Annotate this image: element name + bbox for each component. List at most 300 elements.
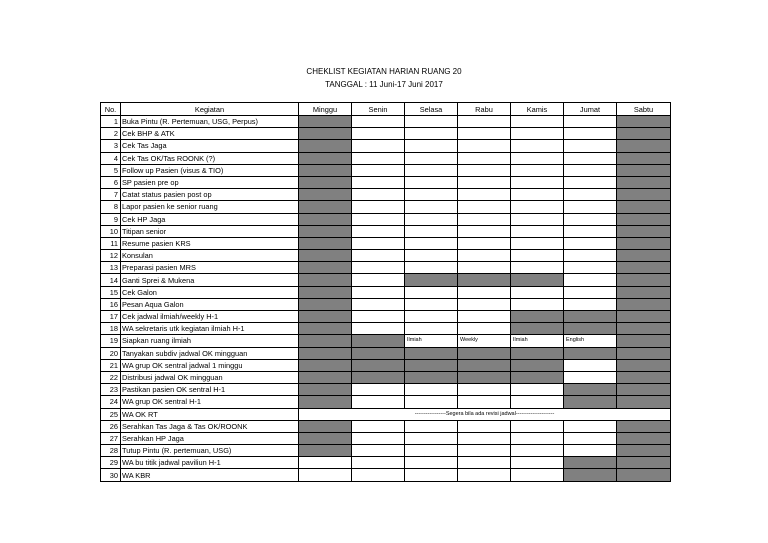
- check-day-cell[interactable]: [511, 128, 564, 140]
- table-row: [101, 286, 671, 298]
- check-day-cell[interactable]: [511, 250, 564, 262]
- table-row: [101, 335, 671, 347]
- shaded-day-cell: [405, 371, 458, 383]
- shaded-day-cell: [299, 237, 352, 249]
- check-day-cell[interactable]: [511, 237, 564, 249]
- table-row: [101, 225, 671, 237]
- shaded-day-cell: [299, 445, 352, 457]
- check-day-cell[interactable]: [458, 457, 511, 469]
- check-day-cell[interactable]: [405, 176, 458, 188]
- check-day-cell[interactable]: [511, 457, 564, 469]
- shaded-day-cell: [299, 176, 352, 188]
- check-day-cell[interactable]: [405, 469, 458, 481]
- column-header: Minggu: [299, 103, 352, 116]
- shaded-day-cell: [299, 140, 352, 152]
- row-number: 22: [101, 371, 121, 383]
- check-day-cell[interactable]: [511, 164, 564, 176]
- shaded-day-cell: [617, 213, 671, 225]
- row-number: 13: [101, 262, 121, 274]
- check-day-cell[interactable]: [405, 286, 458, 298]
- check-day-cell[interactable]: [458, 176, 511, 188]
- check-day-cell[interactable]: [352, 445, 405, 457]
- row-number: 15: [101, 286, 121, 298]
- table-row: [101, 152, 671, 164]
- check-day-cell[interactable]: [564, 164, 617, 176]
- check-day-cell[interactable]: [352, 164, 405, 176]
- check-day-cell[interactable]: [352, 298, 405, 310]
- check-day-cell[interactable]: [511, 445, 564, 457]
- table-row: [101, 420, 671, 432]
- check-day-cell[interactable]: [511, 176, 564, 188]
- activity-label: Cek jadwal ilmiah/weekly H-1: [121, 311, 299, 323]
- activity-label: Ganti Sprei & Mukena: [121, 274, 299, 286]
- shaded-day-cell: [511, 347, 564, 359]
- shaded-day-cell: [617, 176, 671, 188]
- shaded-day-cell: [352, 335, 405, 347]
- shaded-day-cell: [617, 116, 671, 128]
- check-day-cell[interactable]: [458, 116, 511, 128]
- check-day-cell[interactable]: [458, 189, 511, 201]
- row-number: 1: [101, 116, 121, 128]
- shaded-day-cell: [511, 371, 564, 383]
- check-day-cell[interactable]: [564, 250, 617, 262]
- table-row: [101, 140, 671, 152]
- check-day-cell[interactable]: [564, 371, 617, 383]
- check-day-cell[interactable]: [564, 225, 617, 237]
- row-number: 5: [101, 164, 121, 176]
- activity-label: WA grup OK sentral H-1: [121, 396, 299, 408]
- row-number: 30: [101, 469, 121, 481]
- check-day-cell[interactable]: [564, 176, 617, 188]
- check-day-cell[interactable]: [511, 213, 564, 225]
- table-row: [101, 408, 671, 420]
- check-day-cell[interactable]: [511, 432, 564, 444]
- activity-label: Serahkan Tas Jaga & Tas OK/ROONK: [121, 420, 299, 432]
- shaded-day-cell: [299, 432, 352, 444]
- shaded-day-cell: [617, 250, 671, 262]
- table-row: [101, 250, 671, 262]
- check-day-cell[interactable]: [405, 432, 458, 444]
- check-day-cell[interactable]: [564, 152, 617, 164]
- shaded-day-cell: [299, 152, 352, 164]
- check-day-cell[interactable]: [299, 457, 352, 469]
- shaded-day-cell: [299, 128, 352, 140]
- shaded-day-cell: [299, 347, 352, 359]
- check-day-cell[interactable]: [511, 298, 564, 310]
- activity-label: Preparasi pasien MRS: [121, 262, 299, 274]
- check-day-cell[interactable]: [352, 286, 405, 298]
- shaded-day-cell: [352, 347, 405, 359]
- row-number: 2: [101, 128, 121, 140]
- shaded-day-cell: [299, 201, 352, 213]
- activity-label: Follow up Pasien (visus & TIO): [121, 164, 299, 176]
- activity-label: Distribusi jadwal OK mingguan: [121, 371, 299, 383]
- check-day-cell[interactable]: [564, 237, 617, 249]
- table-row: [101, 201, 671, 213]
- activity-label: WA KBR: [121, 469, 299, 481]
- check-day-cell[interactable]: [405, 250, 458, 262]
- shaded-day-cell: [564, 469, 617, 481]
- check-day-cell[interactable]: [405, 189, 458, 201]
- shaded-day-cell: [299, 311, 352, 323]
- shaded-day-cell: [299, 371, 352, 383]
- check-day-cell[interactable]: [458, 311, 511, 323]
- table-row: [101, 457, 671, 469]
- table-row: [101, 128, 671, 140]
- table-row: [101, 274, 671, 286]
- row-number: 4: [101, 152, 121, 164]
- check-day-cell[interactable]: [564, 128, 617, 140]
- table-row: [101, 116, 671, 128]
- shaded-day-cell: [617, 335, 671, 347]
- check-day-cell[interactable]: Ilmiah: [405, 335, 458, 347]
- shaded-day-cell: [617, 225, 671, 237]
- shaded-day-cell: [564, 457, 617, 469]
- check-day-cell[interactable]: [352, 201, 405, 213]
- check-day-cell[interactable]: [405, 396, 458, 408]
- check-day-cell[interactable]: [405, 323, 458, 335]
- check-day-cell[interactable]: [458, 298, 511, 310]
- shaded-day-cell: [511, 359, 564, 371]
- row-number: 20: [101, 347, 121, 359]
- table-row: [101, 164, 671, 176]
- check-day-cell[interactable]: [564, 140, 617, 152]
- activity-label: WA grup OK sentral jadwal 1 minggu: [121, 359, 299, 371]
- shaded-day-cell: [299, 384, 352, 396]
- check-day-cell[interactable]: [458, 237, 511, 249]
- activity-label: WA OK RT: [121, 408, 299, 420]
- table-row: [101, 189, 671, 201]
- check-day-cell[interactable]: [458, 286, 511, 298]
- shaded-day-cell: [617, 384, 671, 396]
- check-day-cell[interactable]: [352, 311, 405, 323]
- activity-label: Tutup Pintu (R. pertemuan, USG): [121, 445, 299, 457]
- shaded-day-cell: [564, 384, 617, 396]
- table-row: [101, 213, 671, 225]
- check-day-cell[interactable]: [458, 420, 511, 432]
- check-day-cell[interactable]: [458, 250, 511, 262]
- check-day-cell[interactable]: [405, 298, 458, 310]
- activity-label: WA sekretaris utk kegiatan ilmiah H-1: [121, 323, 299, 335]
- check-day-cell[interactable]: [511, 201, 564, 213]
- check-day-cell[interactable]: [511, 384, 564, 396]
- check-day-cell[interactable]: [405, 237, 458, 249]
- shaded-day-cell: [299, 420, 352, 432]
- check-day-cell[interactable]: [352, 189, 405, 201]
- table-row: [101, 237, 671, 249]
- column-header: No.: [101, 103, 121, 116]
- activity-label: Resume pasien KRS: [121, 237, 299, 249]
- shaded-day-cell: [617, 274, 671, 286]
- check-day-cell[interactable]: Weekly: [458, 335, 511, 347]
- check-day-cell[interactable]: [352, 262, 405, 274]
- check-day-cell[interactable]: [352, 420, 405, 432]
- row-number: 7: [101, 189, 121, 201]
- shaded-day-cell: [299, 189, 352, 201]
- check-day-cell[interactable]: [405, 116, 458, 128]
- table-row: [101, 323, 671, 335]
- check-day-cell[interactable]: English: [564, 335, 617, 347]
- check-day-cell[interactable]: [352, 116, 405, 128]
- check-day-cell[interactable]: [458, 445, 511, 457]
- shaded-day-cell: [617, 262, 671, 274]
- check-day-cell[interactable]: [458, 128, 511, 140]
- row-number: 23: [101, 384, 121, 396]
- row-number: 6: [101, 176, 121, 188]
- shaded-day-cell: [458, 274, 511, 286]
- shaded-day-cell: [564, 347, 617, 359]
- shaded-day-cell: [617, 323, 671, 335]
- table-row: [101, 396, 671, 408]
- shaded-day-cell: [405, 347, 458, 359]
- check-day-cell[interactable]: [405, 225, 458, 237]
- check-day-cell[interactable]: [458, 323, 511, 335]
- check-day-cell[interactable]: [458, 225, 511, 237]
- row-number: 8: [101, 201, 121, 213]
- table-row: [101, 176, 671, 188]
- shaded-day-cell: [299, 274, 352, 286]
- activity-label: Titipan senior: [121, 225, 299, 237]
- shaded-day-cell: [617, 298, 671, 310]
- shaded-day-cell: [458, 347, 511, 359]
- check-day-cell[interactable]: [299, 469, 352, 481]
- table-row: [101, 469, 671, 481]
- shaded-day-cell: [299, 262, 352, 274]
- check-day-cell[interactable]: [405, 213, 458, 225]
- shaded-day-cell: [617, 420, 671, 432]
- check-day-cell[interactable]: [564, 420, 617, 432]
- column-header: Senin: [352, 103, 405, 116]
- shaded-day-cell: [299, 116, 352, 128]
- check-day-cell[interactable]: [352, 250, 405, 262]
- check-day-cell[interactable]: [405, 201, 458, 213]
- shaded-day-cell: [299, 335, 352, 347]
- check-day-cell[interactable]: [405, 164, 458, 176]
- check-day-cell[interactable]: [511, 469, 564, 481]
- shaded-day-cell: [299, 298, 352, 310]
- check-day-cell[interactable]: [511, 189, 564, 201]
- row-number: 21: [101, 359, 121, 371]
- check-day-cell[interactable]: [352, 176, 405, 188]
- check-day-cell[interactable]: [405, 311, 458, 323]
- check-day-cell[interactable]: [511, 262, 564, 274]
- check-day-cell[interactable]: [352, 213, 405, 225]
- column-header: Jumat: [564, 103, 617, 116]
- check-day-cell[interactable]: [564, 432, 617, 444]
- shaded-day-cell: [617, 396, 671, 408]
- check-day-cell[interactable]: [564, 262, 617, 274]
- activity-label: Cek Galon: [121, 286, 299, 298]
- shaded-day-cell: [458, 371, 511, 383]
- check-day-cell[interactable]: [511, 286, 564, 298]
- row-number: 18: [101, 323, 121, 335]
- check-day-cell[interactable]: [352, 469, 405, 481]
- shaded-day-cell: [617, 457, 671, 469]
- shaded-day-cell: [299, 359, 352, 371]
- check-day-cell[interactable]: [511, 420, 564, 432]
- check-day-cell[interactable]: [511, 152, 564, 164]
- activity-label: Konsulan: [121, 250, 299, 262]
- check-day-cell[interactable]: [352, 384, 405, 396]
- activity-label: Cek Tas Jaga: [121, 140, 299, 152]
- check-day-cell[interactable]: [352, 152, 405, 164]
- activity-label: Cek HP Jaga: [121, 213, 299, 225]
- check-day-cell[interactable]: [564, 116, 617, 128]
- check-day-cell[interactable]: [352, 323, 405, 335]
- table-row: [101, 347, 671, 359]
- table-row: [101, 298, 671, 310]
- activity-label: WA bu titik jadwal paviliun H-1: [121, 457, 299, 469]
- activity-label: Serahkan HP Jaga: [121, 432, 299, 444]
- check-day-cell[interactable]: [405, 140, 458, 152]
- shaded-day-cell: [617, 311, 671, 323]
- activity-label: Catat status pasien post op: [121, 189, 299, 201]
- shaded-day-cell: [564, 396, 617, 408]
- row-number: 14: [101, 274, 121, 286]
- shaded-day-cell: [299, 164, 352, 176]
- row-number: 11: [101, 237, 121, 249]
- row-number: 10: [101, 225, 121, 237]
- shaded-day-cell: [405, 359, 458, 371]
- shaded-day-cell: [617, 432, 671, 444]
- table-row: [101, 432, 671, 444]
- check-day-cell[interactable]: [405, 457, 458, 469]
- row-number: 28: [101, 445, 121, 457]
- activity-label: Cek BHP & ATK: [121, 128, 299, 140]
- check-day-cell[interactable]: [564, 213, 617, 225]
- check-day-cell[interactable]: [564, 286, 617, 298]
- activity-label: Siapkan ruang ilmiah: [121, 335, 299, 347]
- check-day-cell[interactable]: Ilmiah: [511, 335, 564, 347]
- shaded-day-cell: [511, 274, 564, 286]
- check-day-cell[interactable]: [352, 225, 405, 237]
- shaded-day-cell: [564, 323, 617, 335]
- row-number: 12: [101, 250, 121, 262]
- check-day-cell[interactable]: [458, 432, 511, 444]
- check-day-cell[interactable]: [564, 359, 617, 371]
- shaded-day-cell: [617, 286, 671, 298]
- shaded-day-cell: [617, 359, 671, 371]
- check-day-cell[interactable]: [458, 201, 511, 213]
- check-day-cell[interactable]: [352, 274, 405, 286]
- header-row: [101, 103, 671, 116]
- check-day-cell[interactable]: [352, 128, 405, 140]
- shaded-day-cell: [299, 286, 352, 298]
- row-number: 17: [101, 311, 121, 323]
- shaded-day-cell: [352, 371, 405, 383]
- check-day-cell[interactable]: [405, 384, 458, 396]
- check-day-cell[interactable]: [352, 457, 405, 469]
- row-number: 29: [101, 457, 121, 469]
- shaded-day-cell: [511, 323, 564, 335]
- row-number: 25: [101, 408, 121, 420]
- check-day-cell[interactable]: [405, 152, 458, 164]
- row-number: 19: [101, 335, 121, 347]
- shaded-day-cell: [617, 347, 671, 359]
- shaded-day-cell: [352, 359, 405, 371]
- check-day-cell[interactable]: [352, 432, 405, 444]
- shaded-day-cell: [617, 201, 671, 213]
- shaded-day-cell: [299, 213, 352, 225]
- document-title: CHEKLIST KEGIATAN HARIAN RUANG 20: [306, 67, 462, 76]
- check-day-cell[interactable]: [458, 469, 511, 481]
- check-day-cell[interactable]: [458, 213, 511, 225]
- document-date: TANGGAL : 11 Juni-17 Juni 2017: [325, 80, 443, 89]
- shaded-day-cell: [511, 311, 564, 323]
- check-day-cell[interactable]: [564, 298, 617, 310]
- check-day-cell[interactable]: [405, 420, 458, 432]
- column-header: Sabtu: [617, 103, 671, 116]
- table-row: [101, 445, 671, 457]
- row-number: 27: [101, 432, 121, 444]
- shaded-day-cell: [617, 469, 671, 481]
- shaded-day-cell: [617, 371, 671, 383]
- shaded-day-cell: [617, 140, 671, 152]
- activity-label: SP pasien pre op: [121, 176, 299, 188]
- shaded-day-cell: [299, 250, 352, 262]
- check-day-cell[interactable]: [511, 396, 564, 408]
- activity-label: Pastikan pasien OK sentral H-1: [121, 384, 299, 396]
- shaded-day-cell: [617, 152, 671, 164]
- column-header: Rabu: [458, 103, 511, 116]
- table-row: [101, 371, 671, 383]
- check-day-cell[interactable]: [458, 140, 511, 152]
- shaded-day-cell: [617, 237, 671, 249]
- check-day-cell[interactable]: [405, 262, 458, 274]
- check-day-cell[interactable]: [405, 445, 458, 457]
- merged-note: -----------------Segera bila ada revisi jadwal---------------------: [299, 408, 671, 420]
- check-day-cell[interactable]: [458, 384, 511, 396]
- activity-label: Cek Tas OK/Tas ROONK (?): [121, 152, 299, 164]
- check-day-cell[interactable]: [511, 116, 564, 128]
- checklist-table: [100, 102, 671, 482]
- row-number: 16: [101, 298, 121, 310]
- check-day-cell[interactable]: [458, 396, 511, 408]
- shaded-day-cell: [617, 164, 671, 176]
- check-day-cell[interactable]: [564, 274, 617, 286]
- check-day-cell[interactable]: [352, 396, 405, 408]
- check-day-cell[interactable]: [458, 164, 511, 176]
- check-day-cell[interactable]: [352, 140, 405, 152]
- row-number: 3: [101, 140, 121, 152]
- table-row: [101, 311, 671, 323]
- activity-label: Lapor pasien ke senior ruang: [121, 201, 299, 213]
- check-day-cell[interactable]: [458, 152, 511, 164]
- check-day-cell[interactable]: [352, 237, 405, 249]
- activity-label: Pesan Aqua Galon: [121, 298, 299, 310]
- shaded-day-cell: [617, 128, 671, 140]
- shaded-day-cell: [564, 311, 617, 323]
- shaded-day-cell: [617, 445, 671, 457]
- activity-label: Buka Pintu (R. Pertemuan, USG, Perpus): [121, 116, 299, 128]
- check-day-cell[interactable]: [564, 189, 617, 201]
- check-day-cell[interactable]: [564, 445, 617, 457]
- column-header: Selasa: [405, 103, 458, 116]
- table-row: [101, 359, 671, 371]
- check-day-cell[interactable]: [458, 262, 511, 274]
- row-number: 9: [101, 213, 121, 225]
- row-number: 26: [101, 420, 121, 432]
- shaded-day-cell: [299, 225, 352, 237]
- shaded-day-cell: [299, 323, 352, 335]
- check-day-cell[interactable]: [564, 201, 617, 213]
- check-day-cell[interactable]: [511, 140, 564, 152]
- check-day-cell[interactable]: [405, 128, 458, 140]
- table-row: [101, 262, 671, 274]
- column-header: Kegiatan: [121, 103, 299, 116]
- check-day-cell[interactable]: [511, 225, 564, 237]
- column-header: Kamis: [511, 103, 564, 116]
